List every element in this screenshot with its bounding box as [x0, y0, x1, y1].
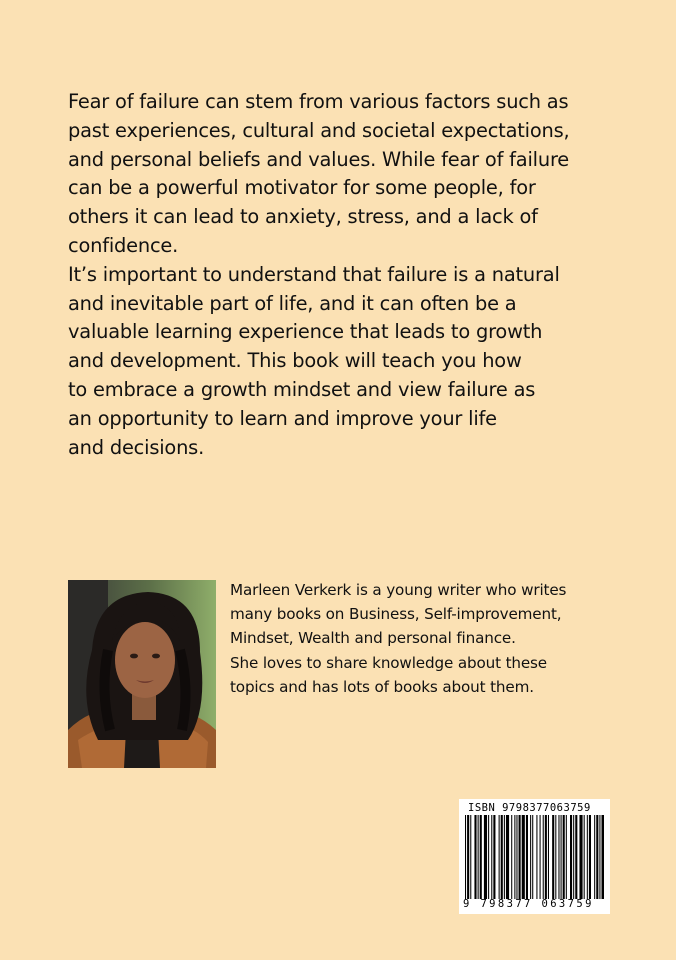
barcode-bar	[499, 815, 500, 899]
barcode-bar	[532, 815, 533, 899]
barcode-bar	[511, 815, 512, 899]
barcode-bar	[474, 815, 476, 899]
barcode-bar	[536, 815, 537, 899]
barcode-bar	[575, 815, 577, 899]
author-photo	[68, 580, 216, 768]
barcode-bar	[493, 815, 495, 899]
barcode-bar	[514, 815, 515, 899]
barcode-bar	[602, 815, 605, 899]
barcode-bar	[484, 815, 487, 899]
barcode-bar	[516, 815, 517, 899]
barcode-bar	[555, 815, 556, 899]
barcode-bar	[570, 815, 572, 899]
barcode-bar	[470, 815, 471, 899]
barcode-bar	[579, 815, 582, 899]
barcode-bar	[566, 815, 567, 899]
blurb-paragraph-2: It’s important to understand that failure is a natural and inevitable part of life, and it can often be a valuable learning experience that leads to growth and development. This book will teach you how to embrace a growth mindset and view failure as an opportunity to learn and improve your life and decisions.	[68, 262, 560, 459]
isbn-label: ISBN 9798377063759	[468, 802, 591, 814]
barcode-bar	[488, 815, 489, 899]
barcode-bar	[465, 815, 466, 899]
barcode-bar	[478, 815, 479, 899]
barcode-bar	[504, 815, 505, 899]
barcode-bar	[543, 815, 544, 899]
barcode-bar	[480, 815, 482, 899]
barcode-bar	[552, 815, 554, 899]
author-portrait-image	[68, 580, 216, 768]
barcode-bar	[519, 815, 521, 899]
barcode-bar	[599, 815, 600, 899]
barcode-bar	[501, 815, 503, 899]
barcode-bar	[563, 815, 565, 899]
barcode-bar	[467, 815, 469, 899]
isbn-digits: 9 798377 063759	[463, 898, 594, 910]
blurb-paragraph-1: Fear of failure can stem from various factors such as past experiences, cultural and societal expectations, and personal beliefs and values. While fear of failure can be a powerful motivator for some people, for others it can lead to anxiety, stress, and a lack of confidence.	[68, 90, 570, 257]
barcode-bar	[491, 815, 492, 899]
barcode-bar	[540, 815, 541, 899]
barcode-bar	[573, 815, 574, 899]
barcode-bar	[558, 815, 559, 899]
author-bio: Marleen Verkerk is a young writer who writes many books on Business, Self-improvement, Mindset, Wealth and personal finance. She loves to share knowledge about these topics and has lots of books about them.	[230, 581, 567, 696]
barcode-bars	[465, 815, 604, 899]
barcode-bar	[561, 815, 562, 899]
barcode-bar	[545, 815, 547, 899]
barcode-bar	[584, 815, 585, 899]
barcode-bar	[506, 815, 509, 899]
barcode-bar	[596, 815, 598, 899]
barcode-bar	[587, 815, 588, 899]
barcode-bar	[522, 815, 525, 899]
barcode-bar	[594, 815, 595, 899]
barcode-bar	[589, 815, 591, 899]
back-cover-blurb	[68, 88, 628, 462]
barcode-bar	[526, 815, 528, 899]
isbn-barcode	[459, 799, 610, 914]
barcode-bar	[548, 815, 549, 899]
barcode-bar	[530, 815, 531, 899]
